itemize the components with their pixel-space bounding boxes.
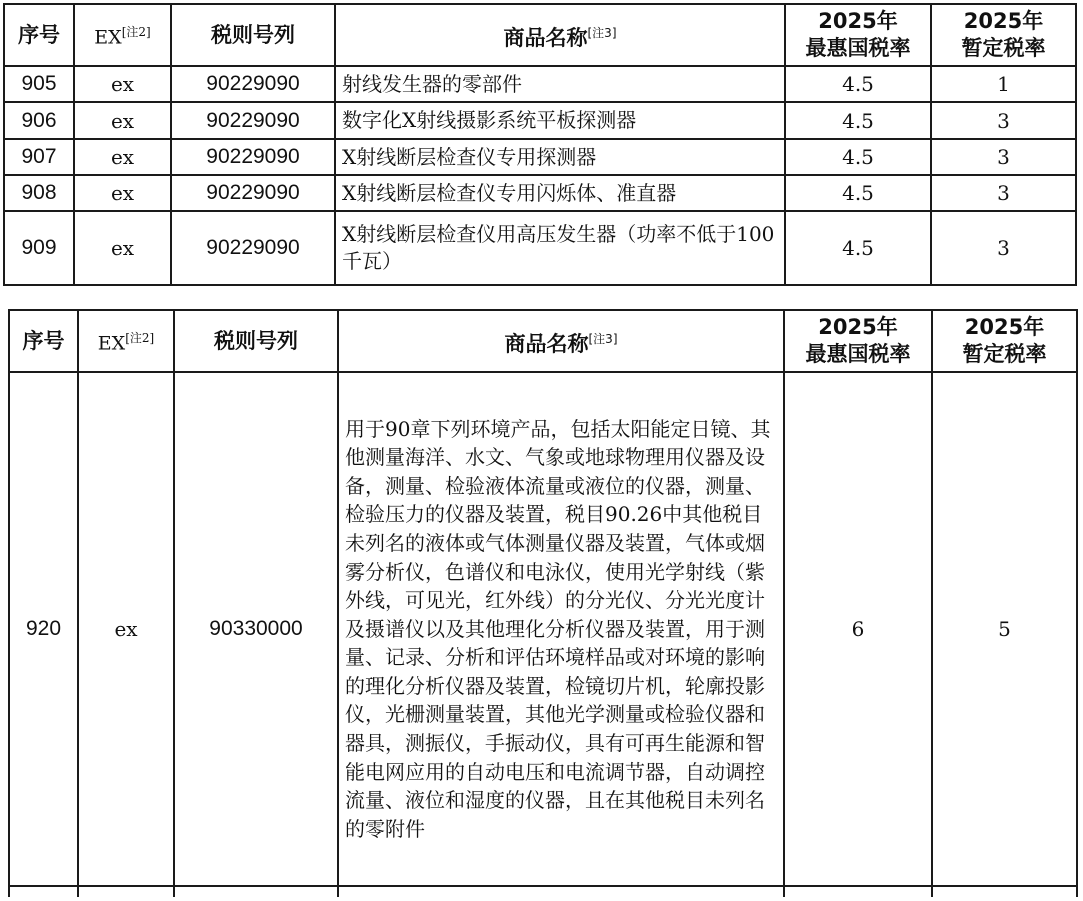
header-prov: [932, 310, 1077, 372]
cell-name: 用于90章下列环境产品，包括太阳能定日镜、其他测量海洋、水文、气象或地球物理用仪器及设备，测量、检验液体流量或液位的仪器，测量、检验压力的仪器及装置，税目90.26中其他税目未列名的液体或气体测量仪器及装置，气体或烟雾分析仪，色谱仪和电泳仪，使用光学射线（紫外线，可见光，红外线）的分光仪、分光光度计及摄谱仪以及其他理化分析仪器及装置，用于测量、记录、分析和评估环境样品或对环境的影响的理化分析仪器及装置，检镜切片机，轮廓投影仪，光栅测量装置，其他光学测量或检验仪器和器具，测振仪，手振动仪，具有可再生能源和智能电网应用的自动电压和电流调节器，自动调控流量、液位和湿度的仪器，且在其他税目未列名的零附件: [338, 372, 784, 886]
header-name-label: 商品名称: [503, 25, 588, 50]
cell-prov: 3: [931, 139, 1076, 175]
header-mfn-year: 2025年: [818, 9, 898, 33]
cell-seq: 909: [4, 211, 74, 285]
header-name-note: [注3]: [588, 331, 618, 346]
cell-prov: 3: [931, 175, 1076, 211]
cell-seq: 906: [4, 102, 74, 139]
cut-cell: [338, 886, 784, 897]
cell-mfn: 4.5: [785, 139, 931, 175]
cell-ex: ex: [74, 102, 171, 139]
header-prov-year: 2025年: [964, 315, 1045, 339]
cell-mfn: 4.5: [785, 211, 931, 285]
cell-code: 90229090: [171, 102, 335, 139]
cut-cell: [174, 886, 338, 897]
cell-code: 90330000: [174, 372, 338, 886]
header-prov-year: 2025年: [963, 9, 1044, 33]
cell-prov: 1: [931, 66, 1076, 102]
cell-ex: ex: [74, 211, 171, 285]
header-name-note: [注3]: [587, 25, 617, 40]
header-ex: [78, 310, 174, 372]
cell-name: 射线发生器的零部件: [335, 66, 785, 102]
header-code: 税则号列: [174, 310, 338, 372]
table-row: [4, 175, 1076, 211]
cell-name: X射线断层检查仪专用探测器: [335, 139, 785, 175]
cell-ex: ex: [74, 66, 171, 102]
header-ex-note: [注2]: [125, 331, 155, 346]
cut-cell: [78, 886, 174, 897]
tariff-table-1: [3, 3, 1077, 286]
header-code: 税则号列: [171, 4, 335, 66]
cell-prov: 3: [931, 211, 1076, 285]
header-row: [4, 4, 1076, 66]
cell-name: 数字化X射线摄影系统平板探测器: [335, 102, 785, 139]
cut-off-row: [9, 886, 1077, 897]
cell-ex: ex: [74, 139, 171, 175]
header-prov-label: 暂定税率: [962, 342, 1047, 366]
tariff-table-2: [8, 309, 1078, 897]
header-name: [338, 310, 784, 372]
header-name-label: 商品名称: [504, 331, 589, 356]
header-seq: 序号: [9, 310, 78, 372]
cell-mfn: 4.5: [785, 66, 931, 102]
header-mfn-year: 2025年: [818, 315, 898, 339]
header-mfn-label: 最惠国税率: [805, 342, 911, 366]
table-row: [4, 66, 1076, 102]
cell-seq: 907: [4, 139, 74, 175]
cell-code: 90229090: [171, 175, 335, 211]
cut-cell: [9, 886, 78, 897]
cut-cell: [784, 886, 932, 897]
cell-mfn: 4.5: [785, 102, 931, 139]
table-row: [4, 102, 1076, 139]
header-row: [9, 310, 1077, 372]
cell-name: X射线断层检查仪用高压发生器（功率不低于100千瓦）: [335, 211, 785, 285]
cell-code: 90229090: [171, 211, 335, 285]
cell-prov: 5: [932, 372, 1077, 886]
header-prov-label: 暂定税率: [961, 36, 1046, 60]
cell-ex: ex: [74, 175, 171, 211]
cell-name: X射线断层检查仪专用闪烁体、准直器: [335, 175, 785, 211]
header-ex: [74, 4, 171, 66]
cell-seq: 908: [4, 175, 74, 211]
cell-seq: 905: [4, 66, 74, 102]
cell-ex: ex: [78, 372, 174, 886]
header-mfn: [785, 4, 931, 66]
header-ex-label: EX: [97, 332, 126, 355]
cell-prov: 3: [931, 102, 1076, 139]
cell-mfn: 6: [784, 372, 932, 886]
header-mfn: [784, 310, 932, 372]
header-name: [335, 4, 785, 66]
header-ex-note: [注2]: [121, 25, 151, 40]
cell-code: 90229090: [171, 66, 335, 102]
table-row: [4, 139, 1076, 175]
header-prov: [931, 4, 1076, 66]
cut-cell: [932, 886, 1077, 897]
table-row: [9, 372, 1077, 886]
cell-code: 90229090: [171, 139, 335, 175]
table-row: [4, 211, 1076, 285]
header-ex-label: EX: [94, 26, 122, 49]
header-seq: 序号: [4, 4, 74, 66]
cell-seq: 920: [9, 372, 78, 886]
cell-mfn: 4.5: [785, 175, 931, 211]
header-mfn-label: 最惠国税率: [805, 36, 911, 60]
